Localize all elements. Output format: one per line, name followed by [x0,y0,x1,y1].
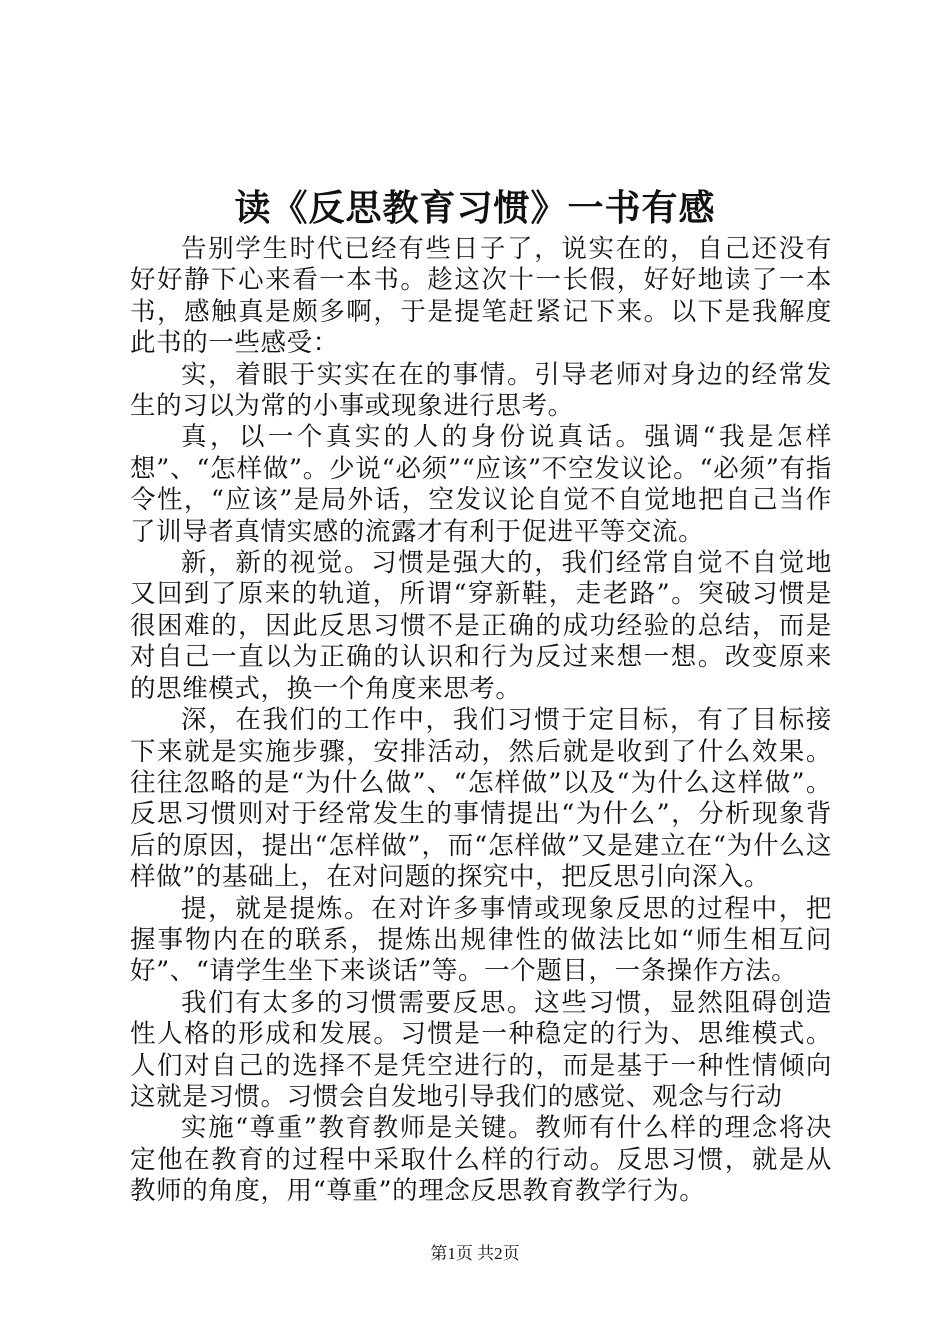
page-number-footer: 第1页 共2页 [430,1244,520,1263]
document-title: 读《反思教育习惯》一书有感 [234,187,716,229]
paragraph-intro: 告别学生时代已经有些日子了，说实在的，自己还没有好好静下心来看一本书。趁这次十一长假，好好地读了一本书，感触真是颇多啊，于是提笔赶紧记下来。以下是我解度此书的一些感受： [130,234,832,359]
paragraph-respect: 实施“尊重”教育教师是关键。教师有什么样的理念将决定他在教育的过程中采取什么样的行动。反思习惯，就是从教师的角度，用“尊重”的理念反思教育教学行为。 [130,1113,832,1207]
paragraph-ti: 提，就是提炼。在对许多事情或现象反思的过程中，把握事物内在的联系，提炼出规律性的做法比如“师生相互问好”、“请学生坐下来谈话”等。一个题目，一条操作方法。 [130,893,832,987]
paragraph-habits: 我们有太多的习惯需要反思。这些习惯，显然阻碍创造性人格的形成和发展。习惯是一种稳定的行为、思维模式。人们对自己的选择不是凭空进行的，而是基于一种性情倾向这就是习惯。习惯会自发地引导我们的感觉、观念与行动 [130,987,832,1112]
document-body [130,234,832,1208]
paragraph-xin: 新，新的视觉。习惯是强大的，我们经常自觉不自觉地又回到了原来的轨道，所谓“穿新鞋，走老路”。突破习惯是很困难的，因此反思习惯不是正确的成功经验的总结，而是对自己一直以为正确的认识和行为反过来想一想。改变原来的思维模式，换一个角度来思考。 [130,548,832,704]
paragraph-shen: 深，在我们的工作中，我们习惯于定目标，有了目标接下来就是实施步骤，安排活动，然后就是收到了什么效果。往往忽略的是“为什么做”、“怎样做”以及“为什么这样做”。反思习惯则对于经常发生的事情提出“为什么”，分析现象背后的原因，提出“怎样做”，而“怎样做”又是建立在“为什么这样做”的基础上，在对问题的探究中，把反思引向深入。 [130,705,832,893]
paragraph-zhen: 真，以一个真实的人的身份说真话。强调“我是怎样想”、“怎样做”。少说“必须”“应该”不空发议论。“必须”有指令性，“应该”是局外话，空发议论自觉不自觉地把自己当作了训导者真情实感的流露才有利于促进平等交流。 [130,422,832,547]
paragraph-shi: 实，着眼于实实在在的事情。引导老师对身边的经常发生的习以为常的小事或现象进行思考。 [130,359,832,422]
